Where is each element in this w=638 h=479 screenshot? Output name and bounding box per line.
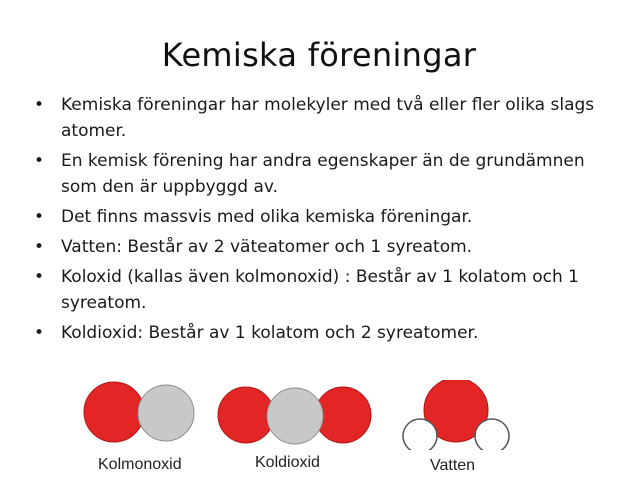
- bullet-text: Det finns massvis med olika kemiska föreningar.: [61, 207, 473, 227]
- bullet-text: Vatten: Består av 2 väteatomer och 1 syreatom.: [61, 237, 473, 257]
- molecule-label-kolmonoxid: Kolmonoxid: [98, 456, 182, 473]
- bullet-item: [34, 320, 614, 346]
- molecule-kolmonoxid: [84, 382, 194, 442]
- molecule-koldioxid: [218, 387, 371, 444]
- molecule-vatten: [403, 380, 509, 450]
- bullet-text: En kemisk förening har andra egenskaper än de grundämnen som den är uppbyggd av.: [61, 151, 585, 197]
- carbon-atom: [267, 388, 323, 444]
- molecule-illustrations: [0, 380, 638, 450]
- oxygen-atom: [218, 387, 274, 443]
- bullet-item: [34, 92, 614, 144]
- bullet-text: Koldioxid: Består av 1 kolatom och 2 syreatomer.: [61, 323, 479, 343]
- hydrogen-atom: [403, 419, 437, 450]
- bullet-item: [34, 148, 614, 200]
- slide-title: Kemiska föreningar: [161, 36, 477, 74]
- carbon-atom: [138, 385, 194, 441]
- bullet-dot: •: [34, 151, 45, 171]
- bullet-dot: •: [34, 267, 45, 287]
- bullet-list: [34, 92, 614, 350]
- molecule-label-vatten: Vatten: [430, 457, 476, 474]
- molecule-label-koldioxid: Koldioxid: [255, 454, 320, 471]
- bullet-dot: •: [34, 237, 45, 257]
- bullet-item: [34, 234, 614, 260]
- bullet-text: Kemiska föreningar har molekyler med två eller fler olika slags atomer.: [61, 95, 595, 141]
- bullet-item: [34, 204, 614, 230]
- hydrogen-atom: [475, 419, 509, 450]
- bullet-dot: •: [34, 323, 45, 343]
- bullet-dot: •: [34, 95, 45, 115]
- oxygen-atom: [84, 382, 144, 442]
- bullet-text: Koloxid (kallas även kolmonoxid) : Består av 1 kolatom och 1 syreatom.: [61, 267, 579, 313]
- bullet-dot: •: [34, 207, 45, 227]
- bullet-item: [34, 264, 614, 316]
